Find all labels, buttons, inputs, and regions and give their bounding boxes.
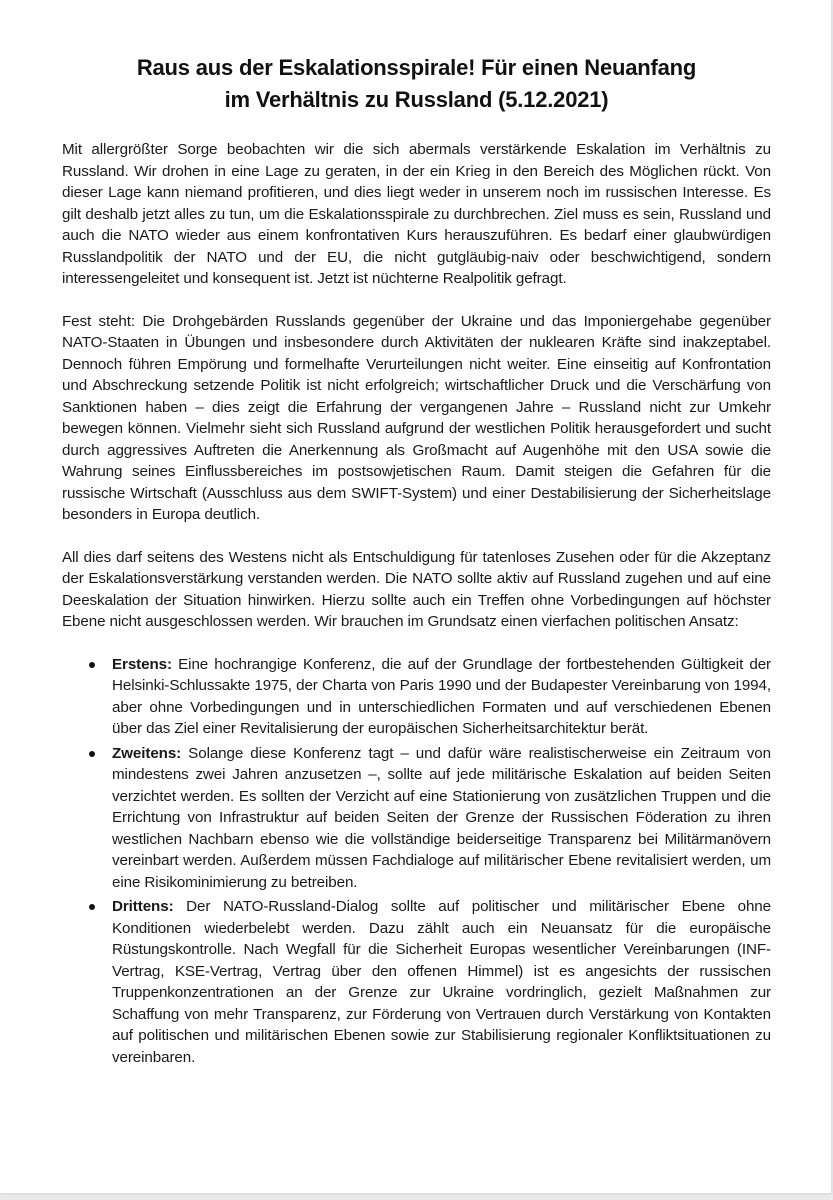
list-item-drittens xyxy=(62,896,771,1068)
document-content xyxy=(62,0,771,1071)
list-item-text: Solange diese Konferenz tagt – und dafür wäre realistischerweise ein Zeitraum von mindestens zwei Jahren anzusetzen –, sollte auf jede militärische Eskalation auf beiden Seiten verzichtet werden. Es sollten der Verzicht auf eine Stationierung von zusätzlichen Truppen und die Errichtung von Infrastruktur auf beiden Seiten der Grenze der Russischen Föderation zu ihren westlichen Nachbarn ebenso wie die vollständige beiderseitige Transparenz bei Militärmanövern vereinbart werden. Außerdem müssen Fachdialoge auf militärischer Ebene revitalisiert werden, um eine Risikominimierung zu betreiben. xyxy=(112,744,771,891)
bullet-icon xyxy=(89,662,95,668)
bullet-icon xyxy=(89,751,95,757)
paragraph-intro: Mit allergrößter Sorge beobachten wir die sich abermals verstärkende Eskalation im Verhältnis zu Russland. Wir drohen in eine Lage zu geraten, in der ein Krieg in den Bereich des Möglichen rückt. Von dieser Lage kann niemand profitieren, und dies liegt weder in unserem noch im russischen Interesse. Es gilt deshalb jetzt alles zu tun, um die Eskalationsspirale zu durchbrechen. Ziel muss es sein, Russland und auch die NATO wieder aus einem konfrontativen Kurs herauszuführen. Es bedarf einer glaubwürdigen Russlandpolitik der NATO und der EU, die nicht gutgläubig-naiv oder beschwichtigend, sondern interessengeleitet und konsequent ist. Jetzt ist nüchterne Realpolitik gefragt. xyxy=(62,141,771,287)
bullet-icon xyxy=(89,904,95,910)
title-line-1: Raus aus der Eskalationsspirale! Für einen Neuanfang xyxy=(136,55,697,80)
list-item-lead: Erstens: xyxy=(112,655,172,673)
list-item-zweitens xyxy=(62,743,771,894)
list-item-erstens xyxy=(62,654,771,740)
list-item-lead: Drittens: xyxy=(112,898,174,915)
paragraph-approach: All dies darf seitens des Westens nicht als Entschuldigung für tatenloses Zusehen oder für die Akzeptanz der Eskalationsverstärkung verstanden werden. Die NATO sollte aktiv auf Russland zugehen und auf eine Deeskalation der Situation hinwirken. Hierzu sollte auch ein Treffen ohne Vorbedingungen auf höchster Ebene nicht ausgeschlossen werden. Wir brauchen im Grundsatz einen vierfachen politischen Ansatz: xyxy=(62,548,771,630)
list-item-text: Eine hochrangige Konferenz, die auf der Grundlage der fortbestehenden Gültigkeit der Helsinki-Schlussakte 1975, der Charta von Paris 1990 und der Budapester Vereinbarung von 1994, aber ohne Vorbedingungen und in unterschiedlichen Formaten und auf verschiedenen Ebenen über das Ziel einer Revitalisierung der europäischen Sicherheitsarchitektur berät. xyxy=(112,655,771,737)
list-item-lead: Zweitens: xyxy=(112,744,182,762)
document-title xyxy=(62,0,771,116)
approach-list xyxy=(62,654,771,1069)
title-line-2: im Verhältnis zu Russland (5.12.2021) xyxy=(224,87,609,112)
list-item-text: Der NATO-Russland-Dialog sollte auf politischer und militärischer Ebene ohne Konditionen wiederbelebt werden. Dazu zählt auch ein Neuansatz für die europäische Rüstungskontrolle. Nach Wegfall für die Sicherheit Europas wesentlicher Vereinbarungen (INF-Vertrag, KSE-Vertrag, Vertrag über den offenen Himmel) ist es angesichts der russischen Truppenkonzentrationen an der Grenze zur Ukraine vordringlich, gezielt Maßnahmen zur Schaffung von mehr Transparenz, zur Förderung von Vertrauen durch Verstärkung von Kontakten auf politischen und militärischen Ebenen sowie zur Stabilisierung regionaler Konfliktsituationen zu vereinbaren. xyxy=(112,898,771,1066)
paragraph-assessment: Fest steht: Die Drohgebärden Russlands gegenüber der Ukraine und das Imponiergehabe gegenüber NATO-Staaten in Übungen und insbesondere durch Aktivitäten der nuklearen Kräfte sind inakzeptabel. Dennoch führen Empörung und formelhafte Verurteilungen nicht weiter. Eine einseitig auf Konfrontation und Abschreckung setzende Politik ist nicht erfolgreich; wirtschaftlicher Druck und die Verschärfung von Sanktionen haben – dies zeigt die Erfahrung der vergangenen Jahre – Russland nicht zur Umkehr bewegen können. Vielmehr sieht sich Russland aufgrund der westlichen Politik herausgefordert und sucht durch aggressives Auftreten die Anerkennung als Großmacht auf Augenhöhe mit den USA sowie die Wahrung seines Einflussbereiches im postsowjetischen Raum. Damit steigen die Gefahren für die russische Wirtschaft (Ausschluss aus dem SWIFT-System) und einer Destabilisierung der Sicherheitslage besonders in Europa deutlich. xyxy=(62,312,771,523)
